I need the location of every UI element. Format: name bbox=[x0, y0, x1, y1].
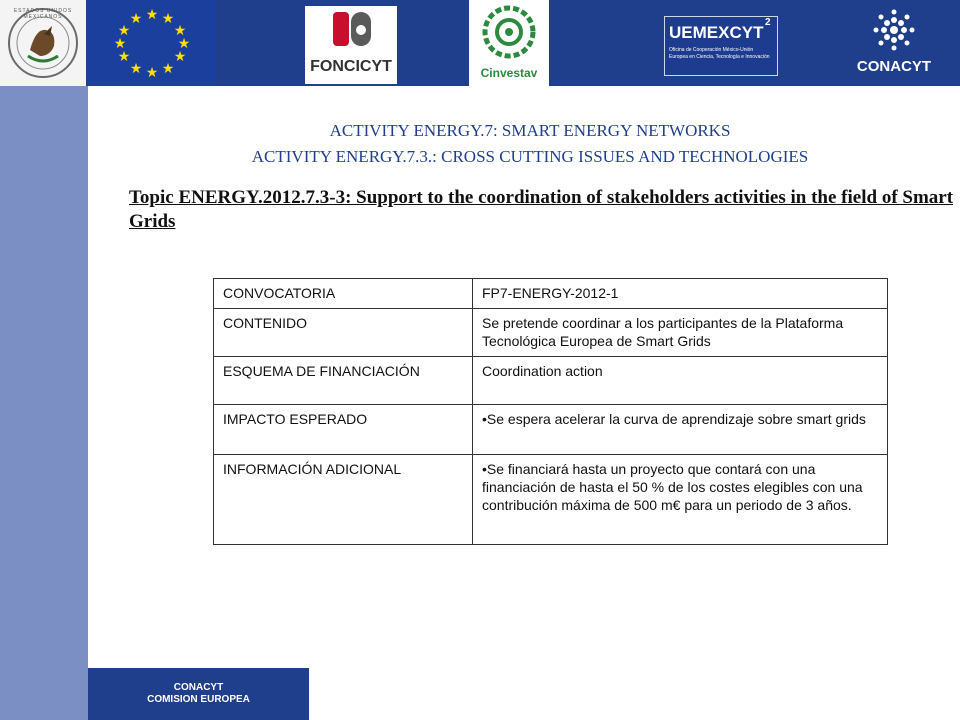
uemexcyt-superscript: 2 bbox=[765, 17, 771, 28]
activity-subtitle: ACTIVITY ENERGY.7.3.: CROSS CUTTING ISSUES AND TECHNOLOGIES bbox=[251, 147, 809, 166]
row-key: INFORMACIÓN ADICIONAL bbox=[214, 455, 473, 545]
bullet-text: • Se espera acelerar la curva de aprendizaje sobre smart grids bbox=[482, 411, 866, 427]
row-key: CONVOCATORIA bbox=[214, 279, 473, 309]
table-row bbox=[214, 455, 888, 545]
svg-text:★: ★ bbox=[145, 65, 159, 81]
table-row bbox=[214, 357, 888, 405]
table-row bbox=[214, 309, 888, 357]
row-key: ESQUEMA DE FINANCIACIÓN bbox=[214, 357, 473, 405]
conacyt-text: CONACYT bbox=[856, 58, 932, 75]
row-value bbox=[473, 405, 888, 455]
footer-box bbox=[88, 668, 309, 720]
uemexcyt-logo bbox=[664, 16, 778, 76]
svg-text:★: ★ bbox=[117, 23, 131, 39]
row-value: Coordination action bbox=[473, 357, 888, 405]
bullet-text: • Se financiará hasta un proyecto que contará con una financiación de hasta el 50 % de los costes elegibles con una contribución máxima de 500 m€ para un periodo de 3 años. bbox=[482, 461, 863, 513]
row-key: IMPACTO ESPERADO bbox=[214, 405, 473, 455]
footer-line-1: CONACYT bbox=[173, 682, 224, 693]
row-key: CONTENIDO bbox=[214, 309, 473, 357]
left-sidebar-band bbox=[0, 0, 88, 720]
uemexcyt-text: UEMEXCYT bbox=[669, 23, 764, 42]
svg-text:★: ★ bbox=[161, 61, 175, 77]
foncicyt-text: FONCICYT bbox=[310, 58, 392, 75]
cinvestav-text: Cinvestav bbox=[480, 66, 538, 80]
mexico-seal-logo bbox=[0, 0, 86, 86]
svg-text:★: ★ bbox=[161, 11, 175, 27]
svg-text:★: ★ bbox=[129, 61, 143, 77]
conacyt-logo bbox=[846, 0, 942, 86]
svg-text:★: ★ bbox=[177, 36, 191, 52]
svg-text:★: ★ bbox=[173, 23, 187, 39]
svg-text:★: ★ bbox=[113, 36, 127, 52]
row-value bbox=[473, 455, 888, 545]
svg-text:★: ★ bbox=[173, 49, 187, 65]
mexico-seal-text: ESTADOS UNIDOS MEXICANOS bbox=[13, 8, 73, 20]
topic-heading: Topic ENERGY.2012.7.3-3: Support to the coordination of stakeholders activities in the field of Smart Grids bbox=[129, 187, 954, 232]
row-value: Se pretende coordinar a los participantes de la Plataforma Tecnológica Europea de Smart Grids bbox=[473, 309, 888, 357]
cinvestav-logo bbox=[469, 0, 549, 86]
foncicyt-logo bbox=[305, 6, 397, 84]
info-table bbox=[213, 278, 888, 545]
svg-text:★: ★ bbox=[117, 49, 131, 65]
row-value: FP7-ENERGY-2012-1 bbox=[473, 279, 888, 309]
svg-text:★: ★ bbox=[145, 7, 159, 23]
uemexcyt-subtitle: Oficina de Cooperación México-Unión Europea en Ciencia, Tecnología e Innovación bbox=[669, 47, 770, 60]
footer-line-2: COMISION EUROPEA bbox=[147, 694, 250, 705]
eu-flag-logo bbox=[88, 0, 216, 86]
activity-title: ACTIVITY ENERGY.7: SMART ENERGY NETWORKS bbox=[329, 121, 731, 140]
svg-text:★: ★ bbox=[129, 11, 143, 27]
table-row bbox=[214, 279, 888, 309]
table-row bbox=[214, 405, 888, 455]
